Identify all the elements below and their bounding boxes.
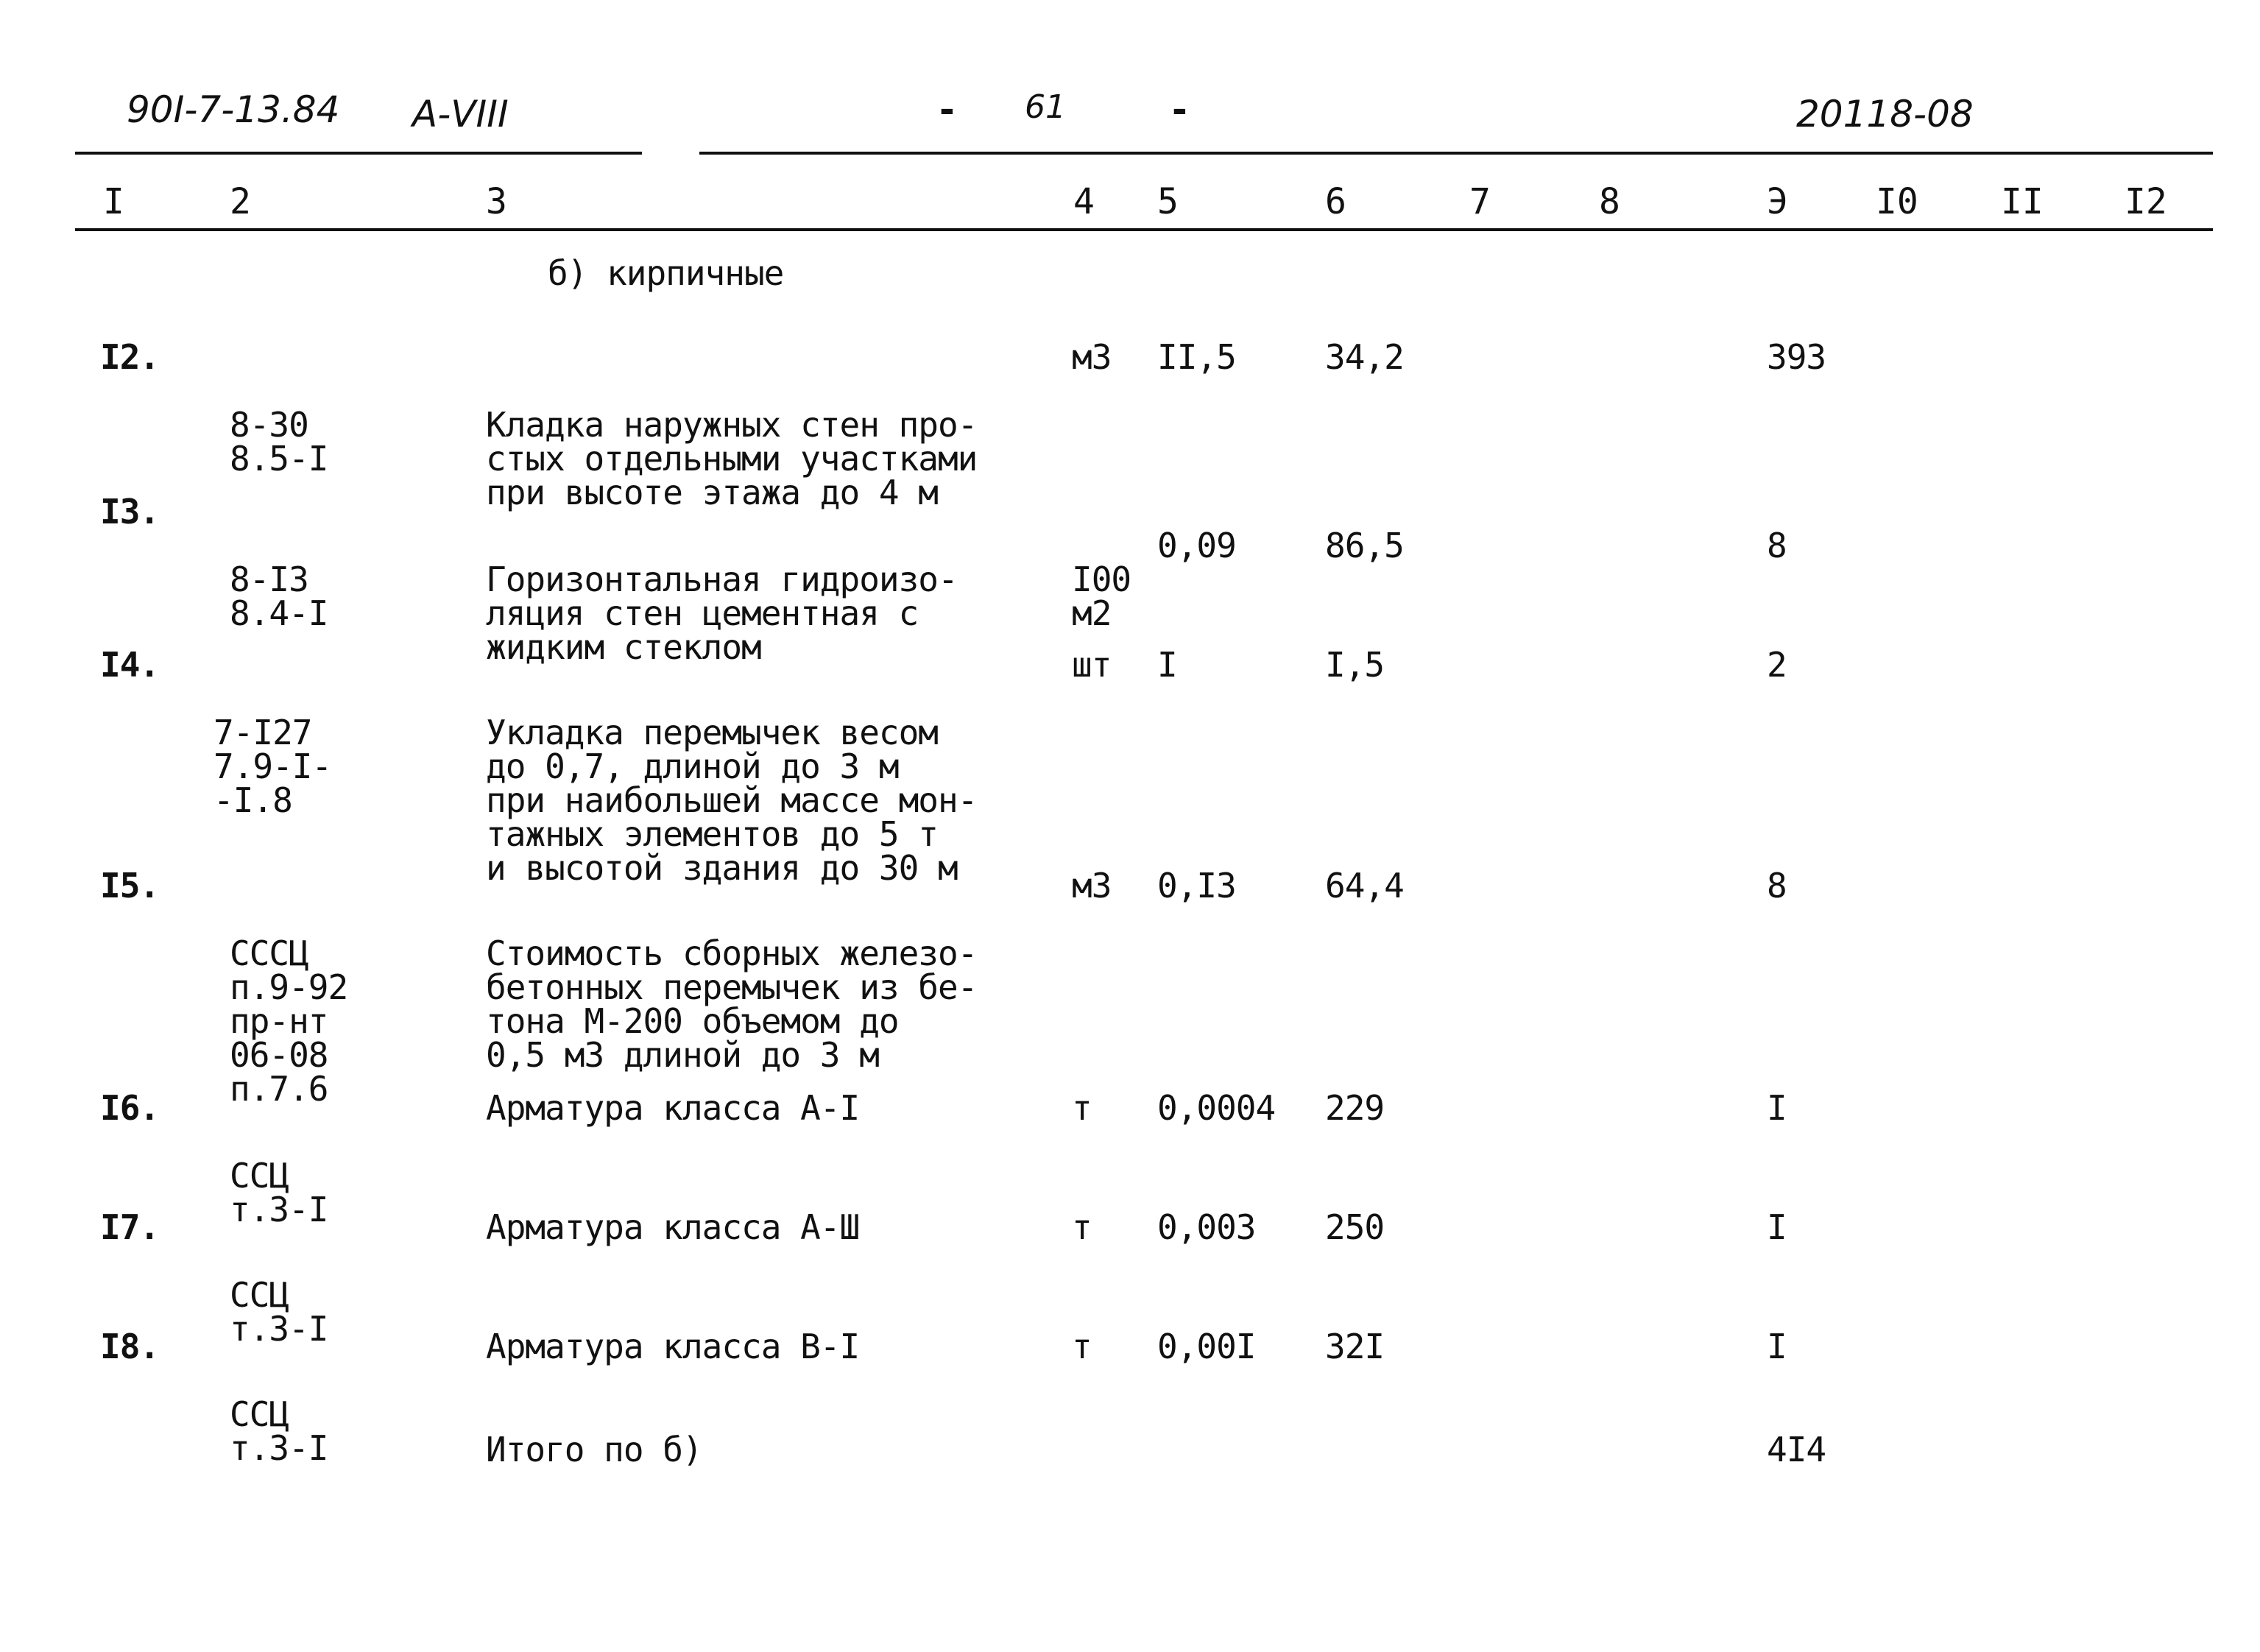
row-description: Стоимость сборных железо- бетонных перемычек из бе- тона М-200 объемом до 0,5 м3 длиной до 3 м [486, 933, 978, 1075]
row-number: I2. [100, 337, 160, 377]
row-price: 64,4 [1325, 866, 1404, 906]
row-description: Укладка перемычек весом до 0,7, длиной до 3 м при наибольшей массе мон- тажных элементов до 5 т и высотой здания до 30 м [486, 713, 978, 888]
row-code: ССЦ т.3-I [230, 1275, 328, 1349]
row-description: Арматура класса А-Ш [486, 1207, 860, 1247]
row-total: 8 [1767, 866, 1787, 906]
row-quantity: 0,00I [1157, 1327, 1256, 1366]
row-total: I [1767, 1088, 1787, 1128]
row-code: 7-I27 7.9-I- -I.8 [213, 713, 332, 820]
row-description: Арматура класса В-I [486, 1327, 860, 1366]
row-price: 250 [1325, 1207, 1385, 1247]
summary-label: Итого по б) [486, 1430, 702, 1469]
row-price: 229 [1325, 1088, 1385, 1128]
section-label: б) кирпичные [548, 253, 784, 293]
sheet-code: 20118-08 [1796, 93, 1974, 135]
column-header-3: 3 [486, 181, 507, 222]
row-total: 393 [1767, 337, 1826, 377]
row-total: I [1767, 1207, 1787, 1247]
column-header-8: 8 [1599, 181, 1620, 222]
row-quantity: 0,09 [1157, 526, 1236, 565]
header-rule-left [75, 152, 642, 155]
page-dash-left: - [939, 88, 955, 131]
row-quantity: II,5 [1157, 337, 1236, 377]
row-unit: шт [1072, 645, 1112, 685]
row-code: 8-30 8.5-I [230, 405, 328, 479]
header-rule-right [699, 152, 2213, 155]
column-header-7: 7 [1469, 181, 1491, 222]
row-total: 2 [1767, 645, 1787, 685]
row-unit: т [1072, 1088, 1092, 1128]
row-description: Арматура класса А-I [486, 1088, 860, 1128]
row-code: 8-I3 8.4-I [230, 560, 328, 633]
column-header-9: Э [1767, 181, 1788, 222]
row-unit: I00 м2 [1072, 560, 1131, 633]
page-dash-right: - [1172, 88, 1187, 131]
row-code: ССЦ т.3-I [230, 1156, 328, 1229]
column-header-1: I [103, 181, 124, 222]
column-header-6: 6 [1325, 181, 1346, 222]
row-quantity: 0,0004 [1157, 1088, 1276, 1128]
row-quantity: 0,003 [1157, 1207, 1256, 1247]
album-number: А-VIII [412, 93, 509, 135]
row-unit: т [1072, 1327, 1092, 1366]
row-unit: т [1072, 1207, 1092, 1247]
row-number: I8. [100, 1327, 160, 1366]
row-unit: м3 [1072, 866, 1112, 906]
row-price: 86,5 [1325, 526, 1404, 565]
row-total: I [1767, 1327, 1787, 1366]
row-description: Кладка наружных стен про- стых отдельными участками при высоте этажа до 4 м [486, 405, 978, 512]
column-header-2: 2 [230, 181, 251, 222]
page-number: 61 [1025, 88, 1066, 126]
row-price: I,5 [1325, 645, 1385, 685]
row-unit: м3 [1072, 337, 1112, 377]
row-code: ССЦ т.3-I [230, 1394, 328, 1468]
row-description: Горизонтальная гидроизо- ляция стен цементная с жидким стеклом [486, 560, 958, 667]
document-code: 90I-7-13.84 [127, 88, 340, 131]
row-number: I4. [100, 645, 160, 685]
summary-total: 4I4 [1767, 1430, 1826, 1469]
row-number: I7. [100, 1207, 160, 1247]
column-header-4: 4 [1073, 181, 1095, 222]
row-price: 32I [1325, 1327, 1385, 1366]
row-code: СССЦ п.9-92 пр-нт 06-08 п.7.6 [230, 933, 348, 1109]
column-header-10: I0 [1876, 181, 1918, 222]
row-number: I5. [100, 866, 160, 906]
row-number: I3. [100, 492, 160, 532]
column-header-rule [75, 228, 2213, 231]
column-header-11: II [2001, 181, 2044, 222]
row-quantity: I [1157, 645, 1177, 685]
row-number: I6. [100, 1088, 160, 1128]
column-header-12: I2 [2125, 181, 2167, 222]
row-quantity: 0,I3 [1157, 866, 1236, 906]
row-price: 34,2 [1325, 337, 1404, 377]
row-total: 8 [1767, 526, 1787, 565]
column-header-5: 5 [1157, 181, 1179, 222]
